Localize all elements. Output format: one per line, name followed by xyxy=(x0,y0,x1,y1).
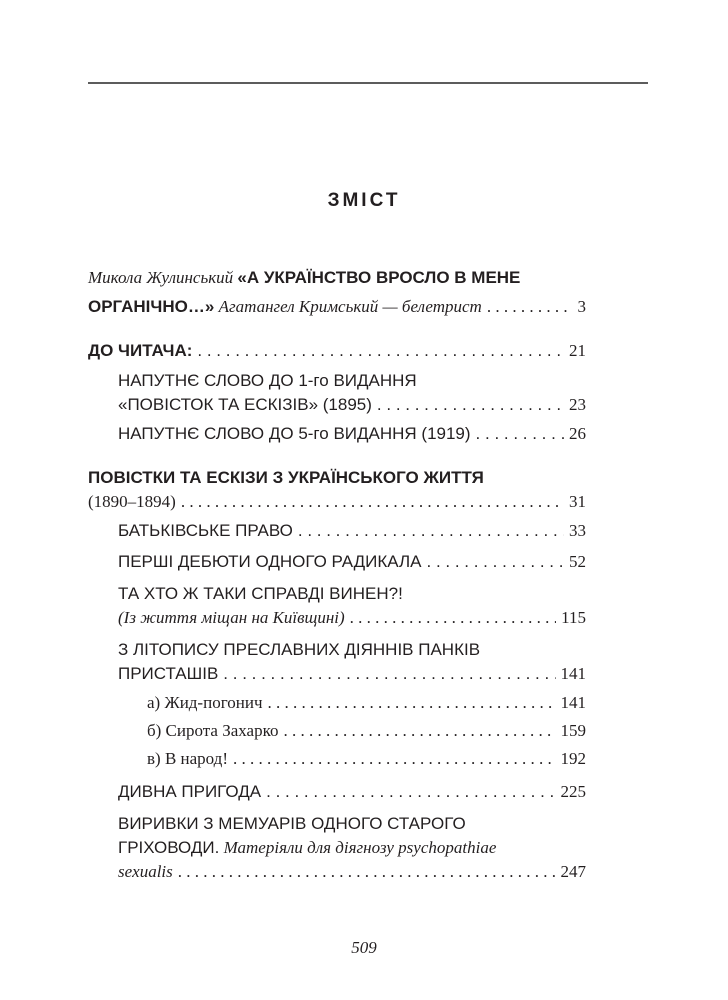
toc-entry-naputne1-line2[interactable] xyxy=(118,393,586,417)
entry-label: НАПУТНЄ СЛОВО ДО 5-го ВИДАННЯ (1919) xyxy=(118,424,471,443)
page-ref: 23 xyxy=(569,395,586,414)
intro-title-part2: ОРГАНІЧНО…» xyxy=(88,297,215,316)
leader-dots xyxy=(266,780,555,804)
toc-entry-pershi[interactable] xyxy=(118,550,586,574)
leader-dots xyxy=(487,295,573,319)
leader-dots xyxy=(223,662,555,686)
page-ref: 141 xyxy=(560,664,586,683)
intro-subtitle: Агатангел Кримський — белетрист xyxy=(218,297,482,316)
leader-dots xyxy=(181,490,564,514)
leader-dots xyxy=(298,519,564,543)
page-ref: 52 xyxy=(569,552,586,571)
entry-label: в) В народ! xyxy=(147,749,228,768)
toc-intro-line2[interactable] xyxy=(88,295,586,319)
entry-label: ПРИСТАШІВ xyxy=(118,664,219,683)
entry-label: (Із життя міщан на Київщині) xyxy=(118,608,345,627)
toc-entry-ta-hto-line2[interactable] xyxy=(118,606,586,630)
leader-dots xyxy=(197,339,564,363)
leader-dots xyxy=(476,422,564,446)
page-ref: 3 xyxy=(577,297,586,316)
page-ref: 192 xyxy=(560,749,586,768)
toc-entry-v[interactable] xyxy=(147,747,586,771)
toc-entry-naputne5[interactable] xyxy=(118,422,586,446)
toc-entry-z-litopysu-line2[interactable] xyxy=(118,662,586,686)
page-ref: 247 xyxy=(560,862,586,881)
page-ref: 21 xyxy=(569,341,586,360)
page-ref: 225 xyxy=(560,782,586,801)
entry-label: а) Жид-погонич xyxy=(147,693,263,712)
leader-dots xyxy=(427,550,565,574)
entry-label: ДИВНА ПРИГОДА xyxy=(118,782,262,801)
entry-label-italic: Матеріяли для діягнозу psychopathiae xyxy=(223,838,497,857)
toc-entry-z-litopysu-line1[interactable]: З ЛІТОПИСУ ПРЕСЛАВНИХ ДІЯННІВ ПАНКІВ xyxy=(118,640,481,659)
toc-entry-batkivske[interactable] xyxy=(118,519,586,543)
toc-entry-vyryvky-line3[interactable] xyxy=(118,860,586,884)
toc-entry-vyryvky-line1[interactable]: ВИРИВКИ З МЕМУАРІВ ОДНОГО СТАРОГО xyxy=(118,814,466,833)
entry-label: ПЕРШІ ДЕБЮТИ ОДНОГО РАДИКАЛА xyxy=(118,552,422,571)
entry-label-caps: ГРІХОВОДИ. xyxy=(118,838,220,857)
toc-entry-a[interactable] xyxy=(147,691,586,715)
leader-dots xyxy=(283,719,555,743)
toc-entry-vyryvky-line2[interactable] xyxy=(118,836,586,860)
toc-entry-ta-hto-line1[interactable]: ТА ХТО Ж ТАКИ СПРАВДІ ВИНЕН?! xyxy=(118,584,403,603)
page-ref: 31 xyxy=(569,492,586,511)
toc-intro-line1[interactable] xyxy=(88,266,586,290)
entry-label: (1890–1894) xyxy=(88,492,176,511)
intro-title-part1: «А УКРАЇНСТВО ВРОСЛО В МЕНЕ xyxy=(237,268,521,287)
top-rule xyxy=(88,82,648,84)
page-ref: 141 xyxy=(560,693,586,712)
page-ref: 115 xyxy=(561,608,586,627)
page-ref: 26 xyxy=(569,424,586,443)
leader-dots xyxy=(178,860,556,884)
page-ref: 159 xyxy=(560,721,586,740)
intro-author: Микола Жулинський xyxy=(88,268,234,287)
page-title: ЗМІСТ xyxy=(327,190,401,211)
toc-entry-dyvna[interactable] xyxy=(118,780,586,804)
leader-dots xyxy=(377,393,564,417)
leader-dots xyxy=(350,606,556,630)
page-ref: 33 xyxy=(569,521,586,540)
entry-label: ДО ЧИТАЧА: xyxy=(88,341,193,360)
leader-dots xyxy=(268,691,556,715)
toc-entry-naputne1-line1[interactable]: НАПУТНЄ СЛОВО ДО 1-го ВИДАННЯ xyxy=(118,371,417,390)
entry-label: sexualis xyxy=(118,862,173,881)
entry-label: БАТЬКІВСЬКЕ ПРАВО xyxy=(118,521,293,540)
entry-label: б) Сирота Захарко xyxy=(147,721,279,740)
leader-dots xyxy=(233,747,556,771)
toc-entry-do-chytacha[interactable] xyxy=(88,339,586,363)
toc-entry-povistky-line2[interactable] xyxy=(88,490,586,514)
entry-label: «ПОВІСТОК ТА ЕСКІЗІВ» (1895) xyxy=(118,395,372,414)
page-number: 509 xyxy=(351,938,377,957)
toc-entry-b[interactable] xyxy=(147,719,586,743)
toc-entry-povistky-line1[interactable]: ПОВІСТКИ ТА ЕСКІЗИ З УКРАЇНСЬКОГО ЖИТТЯ xyxy=(88,468,484,487)
